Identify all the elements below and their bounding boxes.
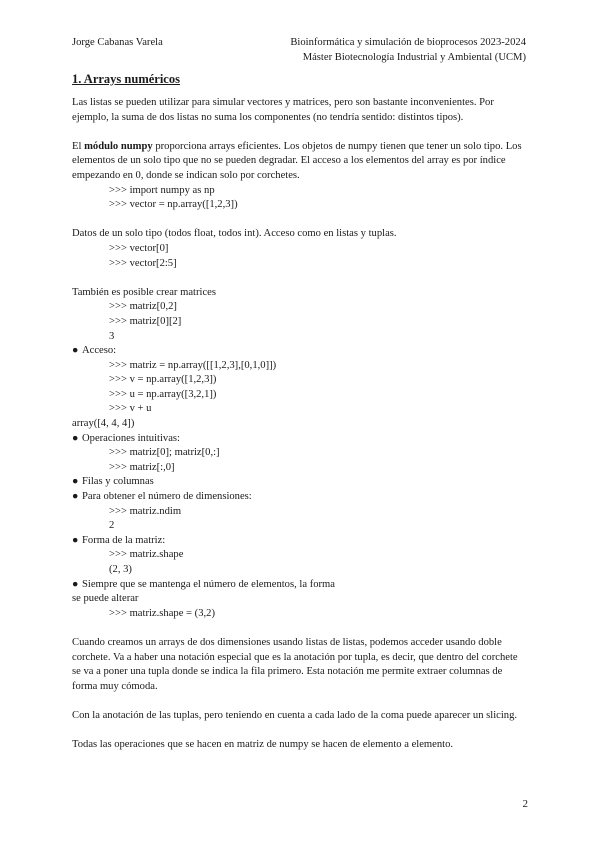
bullet-icon: ●: [72, 578, 79, 590]
code-line: >>> vector[2:5]: [109, 257, 177, 269]
bullet-icon: ●: [72, 476, 79, 488]
bullet-filas: ● Filas y columnas: [72, 475, 528, 490]
page-number: 2: [522, 798, 528, 810]
code-line: >>> import numpy as np: [109, 184, 215, 196]
bullet-siempre: ● Siempre que se mantenga el número de elementos, la forma: [72, 578, 528, 593]
code-line: >>> v = np.array([1,2,3]): [109, 374, 217, 386]
code-line: >>> v + u: [109, 403, 152, 415]
code-line: >>> matriz[:,0]: [109, 461, 175, 473]
code-line: >>> vector = np.array([1,2,3]): [109, 199, 238, 211]
bullet-icon: ●: [72, 491, 79, 503]
bullet-operaciones: ● Operaciones intuitivas:: [72, 432, 528, 447]
code-line: >>> matriz[0]; matriz[0,:]: [109, 447, 220, 459]
paragraph-slicing: Con la anotación de las tuplas, pero teniendo en cuenta a cada lado de la coma puede aparecer un slicing.: [72, 709, 518, 721]
header-author: Jorge Cabanas Varela: [72, 37, 163, 48]
code-line: >>> matriz[0][2]: [109, 315, 182, 327]
bullet-acceso: ● Acceso:: [72, 344, 528, 359]
bullet-dimensiones: ● Para obtener el número de dimensiones:: [72, 490, 528, 505]
page-content: [72, 72, 528, 753]
code-line: >>> matriz.shape = (3,2): [109, 607, 215, 619]
bullet-icon: ●: [72, 534, 79, 546]
code-line: >>> u = np.array([3,2,1]): [109, 388, 217, 400]
bullet-icon: ●: [72, 345, 79, 357]
code-output: (2, 3): [109, 564, 132, 575]
paragraph-matrices: También es posible crear matrices: [72, 286, 216, 298]
paragraph-operaciones: Todas las operaciones que se hacen en matriz de numpy se hacen de elemento a elemento.: [72, 739, 454, 751]
header-course: [290, 36, 526, 65]
code-line: >>> vector[0]: [109, 242, 169, 254]
section-title: 1. Arrays numéricos: [72, 72, 180, 86]
bullet-icon: ●: [72, 432, 79, 444]
code-line: >>> matriz.shape: [109, 549, 184, 561]
code-output: 3: [109, 330, 115, 342]
code-line: >>> matriz.ndim: [109, 505, 182, 517]
bullet-forma: ● Forma de la matriz:: [72, 534, 528, 549]
code-line: >>> matriz[0,2]: [109, 301, 177, 313]
code-line: >>> matriz = np.array([[1,2,3],[0,1,0]]): [109, 359, 277, 371]
paragraph-listas: Las listas se pueden utilizar para simular vectores y matrices, pero son bastante inconvenientes. Por ejemplo, la suma de dos listas no suma los componentes (no tendría sentido: distintos tipos).: [72, 97, 494, 123]
code-output: array([4, 4, 4]): [72, 418, 135, 430]
header-course-line1: Bioinformática y simulación de bioprocesos 2023-2024: [290, 37, 526, 48]
bullet-siempre-continuation: se puede alterar: [72, 593, 139, 605]
paragraph-tipos: Datos de un solo tipo (todos float, todos int). Acceso como en listas y tuplas.: [72, 228, 397, 240]
header-course-line2: Máster Biotecnología Industrial y Ambiental (UCM): [302, 51, 526, 63]
paragraph-numpy: El módulo numpy proporciona arrays eficientes. Los objetos de numpy tienen que tener un solo tipo. Los elementos de un solo tipo que no se pueden degradar. El acceso a los elementos del array es por índice empezando en 0, donde se indican solo por corchetes.: [72, 140, 522, 181]
paragraph-doble-corchete: Cuando creamos un arrays de dos dimensiones usando listas de listas, podemos acceder usando doble corchete. Va a haber una notación especial que es la anotación por tupla, es decir, que dentro del corchete se va a poner una tupla donde se indica la fila primero. Esta notación me permite extraer columnas de forma muy cómoda.: [72, 636, 518, 692]
numpy-bold-term: módulo numpy: [84, 140, 153, 152]
code-output: 2: [109, 520, 115, 532]
